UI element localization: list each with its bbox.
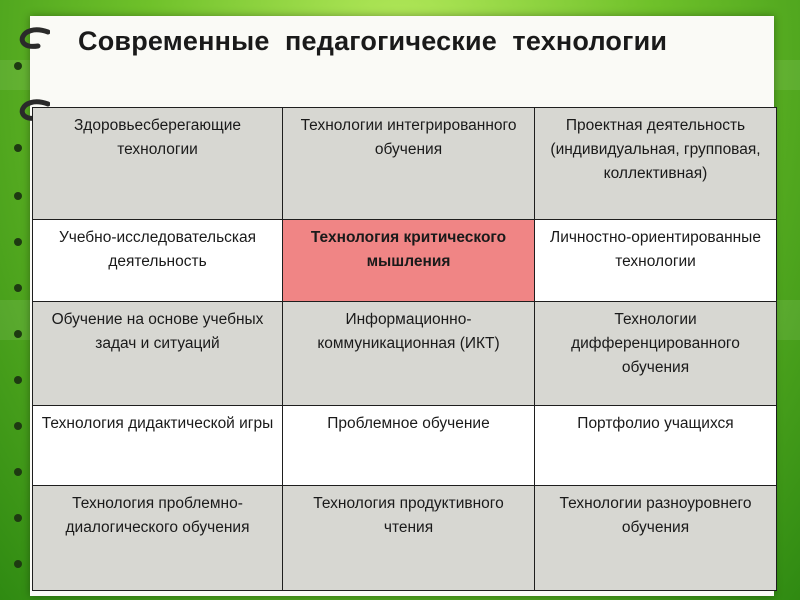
table-cell: Технология продуктивного чтения	[283, 486, 535, 591]
highlighted-table-cell: Технология критического мышления	[283, 220, 535, 302]
table-row	[33, 108, 777, 220]
table-row	[33, 220, 777, 302]
table-cell: Технологии дифференцированного обучения	[535, 302, 777, 406]
table-row	[33, 486, 777, 591]
table-cell: Технология проблемно-диалогического обучения	[33, 486, 283, 591]
technologies-table-container	[32, 107, 776, 590]
page-title: Современные педагогические технологии	[78, 26, 668, 56]
table-cell: Технологии разноуровнего обучения	[535, 486, 777, 591]
table-cell: Учебно-исследовательская деятельность	[33, 220, 283, 302]
table-cell: Технологии интегрированного обучения	[283, 108, 535, 220]
technologies-table	[32, 107, 777, 591]
table-row	[33, 406, 777, 486]
table-cell: Информационно-коммуникационная (ИКТ)	[283, 302, 535, 406]
table-cell: Проектная деятельность (индивидуальная, групповая, коллективная)	[535, 108, 777, 220]
table-cell: Портфолио учащихся	[535, 406, 777, 486]
table-cell: Личностно-ориентированные технологии	[535, 220, 777, 302]
table-cell: Проблемное обучение	[283, 406, 535, 486]
table-cell: Технология дидактической игры	[33, 406, 283, 486]
table-cell: Здоровьесберегающие технологии	[33, 108, 283, 220]
table-row	[33, 302, 777, 406]
table-cell: Обучение на основе учебных задач и ситуаций	[33, 302, 283, 406]
